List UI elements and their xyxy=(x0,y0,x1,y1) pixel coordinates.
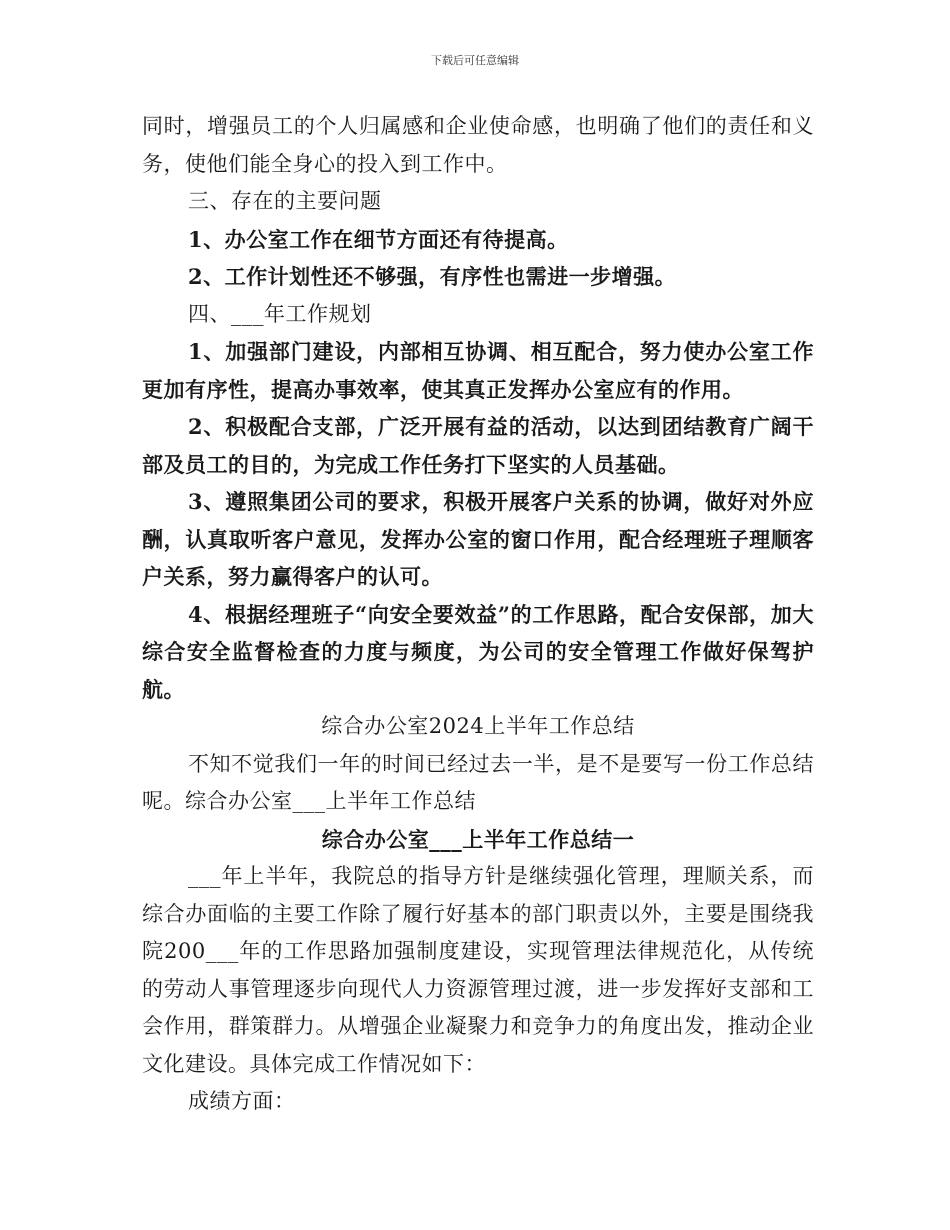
plan-item-1: 1、加强部门建设，内部相互协调、相互配合，努力使办公室工作更加有序性，提高办事效率，使其真正发挥办公室应有的作用。 xyxy=(142,339,814,402)
body-paragraph: ___年上半年，我院总的指导方针是继续强化管理，理顺关系，而综合办面临的主要工作除了履行好基本的部门职责以外，主要是围绕我院200___年的工作思路加强制度建设，实现管理法律规范化，从传统的劳动人事管理逐步向现代人力资源管理过渡，进一步发挥好支部和工会作用，群策群力。从增强企业凝聚力和竞争力的角度出发，推动企业文化建设。具体完成工作情况如下： xyxy=(142,864,814,1076)
paragraph-continuation: 同时，增强员工的个人归属感和企业使命感，也明确了他们的责任和义务，使他们能全身心的投入到工作中。 xyxy=(142,114,814,176)
problem-item-2: 2、工作计划性还不够强，有序性也需进一步增强。 xyxy=(188,264,677,289)
document-title: 综合办公室2024上半年工作总结 xyxy=(321,714,635,738)
section-heading-plan: 四、___年工作规划 xyxy=(188,301,372,326)
intro-paragraph: 不知不觉我们一年的时间已经过去一半，是不是要写一份工作总结呢。综合办公室___上半年工作总结 xyxy=(142,751,814,813)
document-body xyxy=(142,108,814,1121)
plan-item-3: 3、遵照集团公司的要求，积极开展客户关系的协调，做好对外应酬，认真取听客户意见，发挥办公室的窗口作用，配合经理班子理顺客户关系，努力赢得客户的认可。 xyxy=(142,489,814,589)
plan-item-2: 2、积极配合支部，广泛开展有益的活动，以达到团结教育广阔干部及员工的目的，为完成工作任务打下坚实的人员基础。 xyxy=(142,414,814,477)
sub-title: 综合办公室___上半年工作总结一 xyxy=(321,826,635,852)
achievements-heading: 成绩方面： xyxy=(188,1089,296,1113)
problem-item-1: 1、办公室工作在细节方面还有待提高。 xyxy=(188,226,569,252)
plan-item-4: 4、根据经理班子“向安全要效益”的工作思路，配合安保部，加大综合安全监督检查的力度与频度，为公司的安全管理工作做好保驾护航。 xyxy=(142,601,814,702)
section-heading-problems: 三、存在的主要问题 xyxy=(188,189,382,213)
page-header-note: 下载后可任意编辑 xyxy=(431,54,519,67)
